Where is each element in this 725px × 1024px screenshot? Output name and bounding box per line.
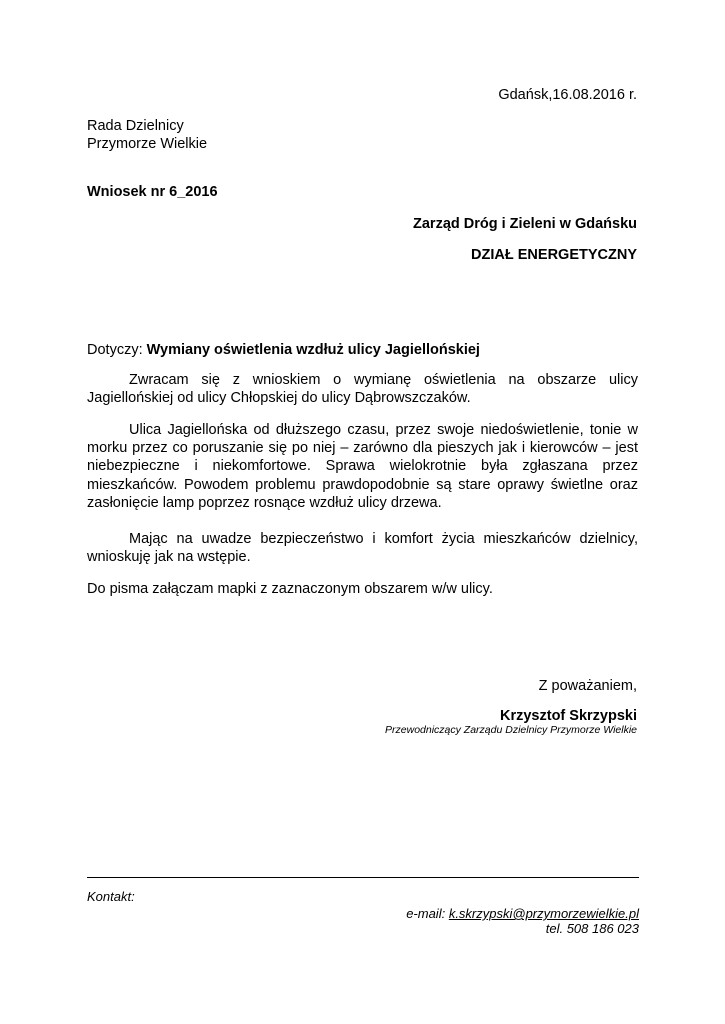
body-paragraph-4: Do pisma załączam mapki z zaznaczonym obszarem w/w ulicy. — [87, 581, 493, 597]
signer-title: Przewodniczący Zarządu Dzielnicy Przymorze Wielkie — [385, 724, 637, 736]
place-date: Gdańsk,16.08.2016 r. — [498, 87, 637, 103]
body-paragraph-1 — [87, 371, 638, 407]
subject-text: Wymiany oświetlenia wzdłuż ulicy Jagiellońskiej — [146, 342, 480, 358]
subject-label: Dotyczy: — [87, 342, 147, 358]
recipient-address — [87, 117, 207, 153]
recipient-line-1: Rada Dzielnicy — [87, 118, 184, 134]
signer-name: Krzysztof Skrzypski — [500, 708, 637, 724]
addressee-organization: Zarząd Dróg i Zieleni w Gdańsku — [413, 216, 637, 232]
addressee-department: DZIAŁ ENERGETYCZNY — [471, 247, 637, 263]
footer-divider — [87, 877, 639, 878]
contact-phone: tel. 508 186 023 — [545, 921, 639, 936]
contact-label: Kontakt: — [87, 889, 135, 904]
paragraph-text: Mając na uwadze bezpieczeństwo i komfort życia mieszkańców dzielnicy, wnioskuję jak na wstępie. — [87, 531, 638, 566]
request-number: Wniosek nr 6_2016 — [87, 184, 218, 200]
body-paragraph-2 — [87, 421, 638, 512]
paragraph-text: Zwracam się z wnioskiem o wymianę oświetlenia na obszarze ulicy Jagiellońskiej od ulicy Chłopskiej do ulicy Dąbrowszczaków. — [87, 372, 638, 407]
subject-line — [87, 341, 480, 359]
paragraph-text: Ulica Jagiellońska od dłuższego czasu, przez swoje niedoświetlenie, tonie w morku przez co poruszanie się po niej – zarówno dla pieszych jak i kierowców – jest niebezpieczne i niekomfortowe. Sprawa wielokrotnie była zgłaszana przez mieszkańców. Powodem problemu prawdopodobnie są stare oprawy świetlne oraz zasłonięcie lamp poprzez rosnące wzdłuż ulicy drzewa. — [87, 422, 638, 511]
closing-salutation: Z poważaniem, — [538, 678, 637, 694]
body-paragraph-3 — [87, 530, 638, 566]
email-link[interactable]: k.skrzypski@przymorzewielkie.pl — [448, 906, 639, 921]
recipient-line-2: Przymorze Wielkie — [87, 136, 208, 152]
email-label: e-mail: — [406, 906, 449, 921]
